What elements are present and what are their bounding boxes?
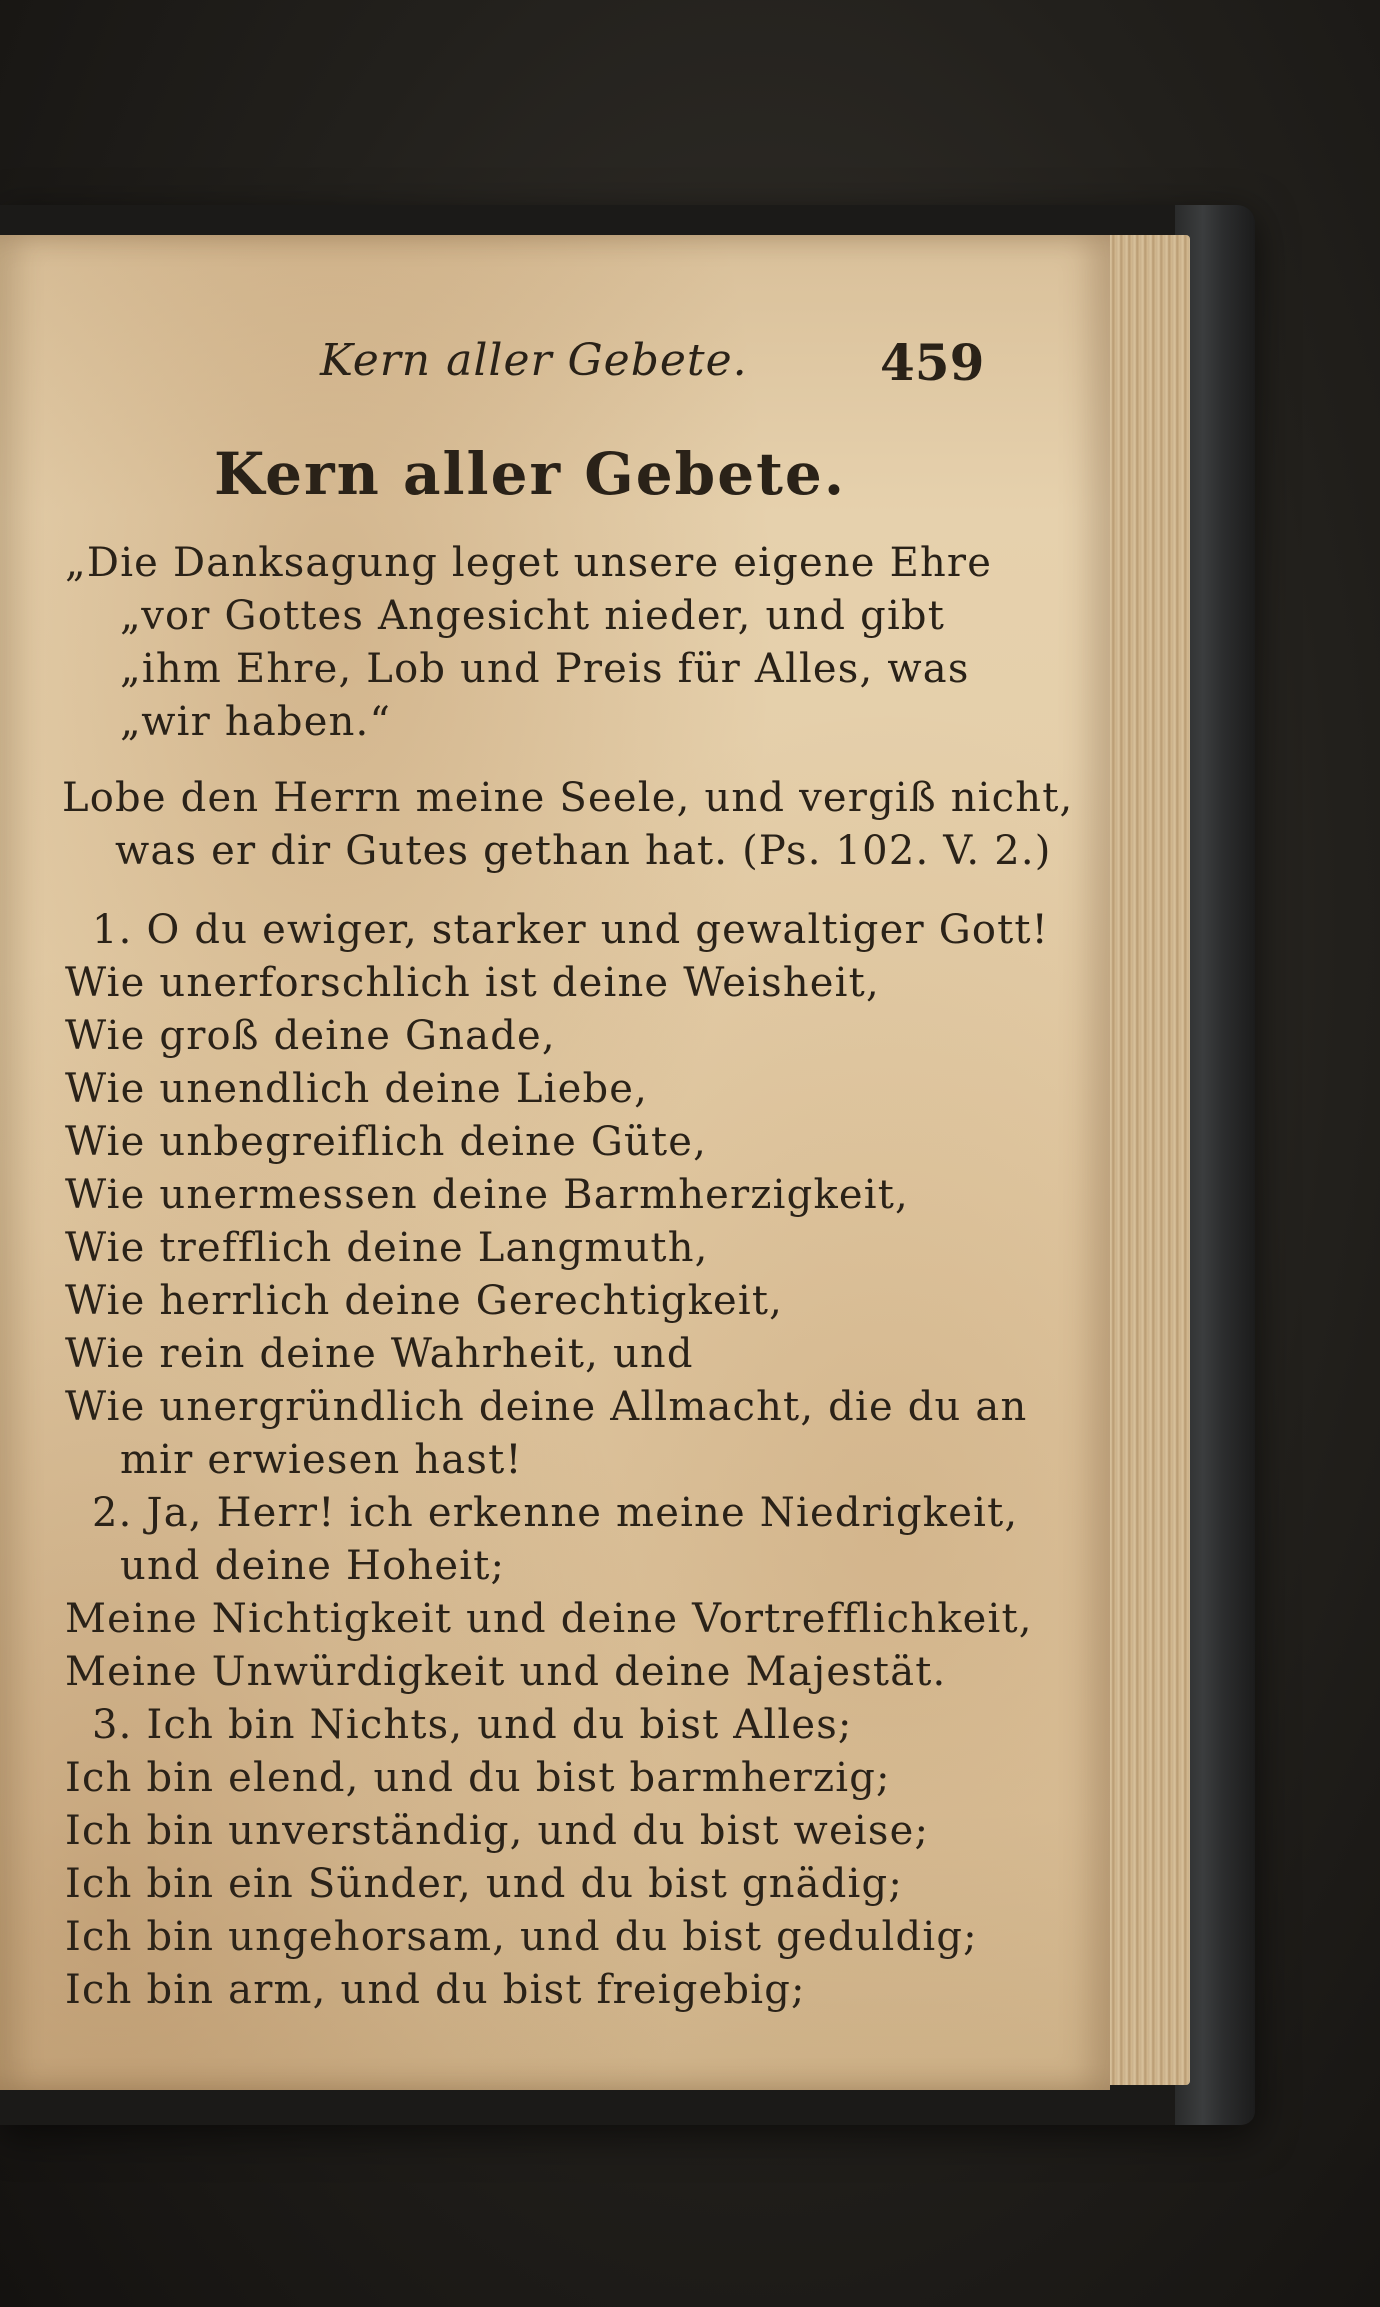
- body-line: und deine Hoheit;: [120, 1543, 506, 1589]
- chapter-title: Kern aller Gebete.: [213, 440, 847, 508]
- quote-line: „vor Gottes Angesicht nieder, und gibt: [120, 593, 946, 639]
- body-line: Ich bin ungehorsam, und du bist geduldig;: [65, 1914, 978, 1960]
- verse-line: was er dir Gutes gethan hat. (Ps. 102. V. 2.): [115, 828, 1052, 874]
- body-line: 2. Ja, Herr! ich erkenne meine Niedrigkeit,: [92, 1490, 1019, 1536]
- body-line: Ich bin arm, und du bist freigebig;: [65, 1967, 806, 2013]
- body-line: Wie unergründlich deine Allmacht, die du an: [65, 1384, 1028, 1430]
- body-line: Ich bin elend, und du bist barmherzig;: [65, 1755, 891, 1801]
- body-line: mir erwiesen hast!: [120, 1437, 523, 1483]
- body-line: 3. Ich bin Nichts, und du bist Alles;: [92, 1702, 853, 1748]
- body-line: Wie rein deine Wahrheit, und: [65, 1331, 694, 1377]
- book-page: [0, 235, 1110, 2090]
- verse-line: Lobe den Herrn meine Seele, und vergiß nicht,: [62, 775, 1074, 821]
- body-line: Wie unendlich deine Liebe,: [65, 1066, 649, 1112]
- body-line: Ich bin unverständig, und du bist weise;: [65, 1808, 930, 1854]
- running-head: Kern aller Gebete.: [320, 335, 748, 386]
- body-line: Wie groß deine Gnade,: [65, 1013, 556, 1059]
- body-line: Wie unerforschlich ist deine Weisheit,: [65, 960, 880, 1006]
- page-edges: [1100, 235, 1190, 2085]
- body-line: Wie unermessen deine Barmherzigkeit,: [65, 1172, 909, 1218]
- body-line: Wie unbegreiflich deine Güte,: [65, 1119, 708, 1165]
- book: [0, 205, 1255, 2125]
- quote-line: „ihm Ehre, Lob und Preis für Alles, was: [120, 646, 970, 692]
- quote-line: „Die Danksagung leget unsere eigene Ehre: [65, 540, 993, 586]
- body-line: Meine Nichtigkeit und deine Vortrefflichkeit,: [65, 1596, 1033, 1642]
- page-number: 459: [880, 333, 985, 392]
- body-line: Wie trefflich deine Langmuth,: [65, 1225, 709, 1271]
- body-line: Meine Unwürdigkeit und deine Majestät.: [65, 1649, 947, 1695]
- body-line: Wie herrlich deine Gerechtigkeit,: [65, 1278, 784, 1324]
- quote-line: „wir haben.“: [120, 699, 392, 745]
- body-line: 1. O du ewiger, starker und gewaltiger Gott!: [92, 907, 1049, 953]
- body-line: Ich bin ein Sünder, und du bist gnädig;: [65, 1861, 903, 1907]
